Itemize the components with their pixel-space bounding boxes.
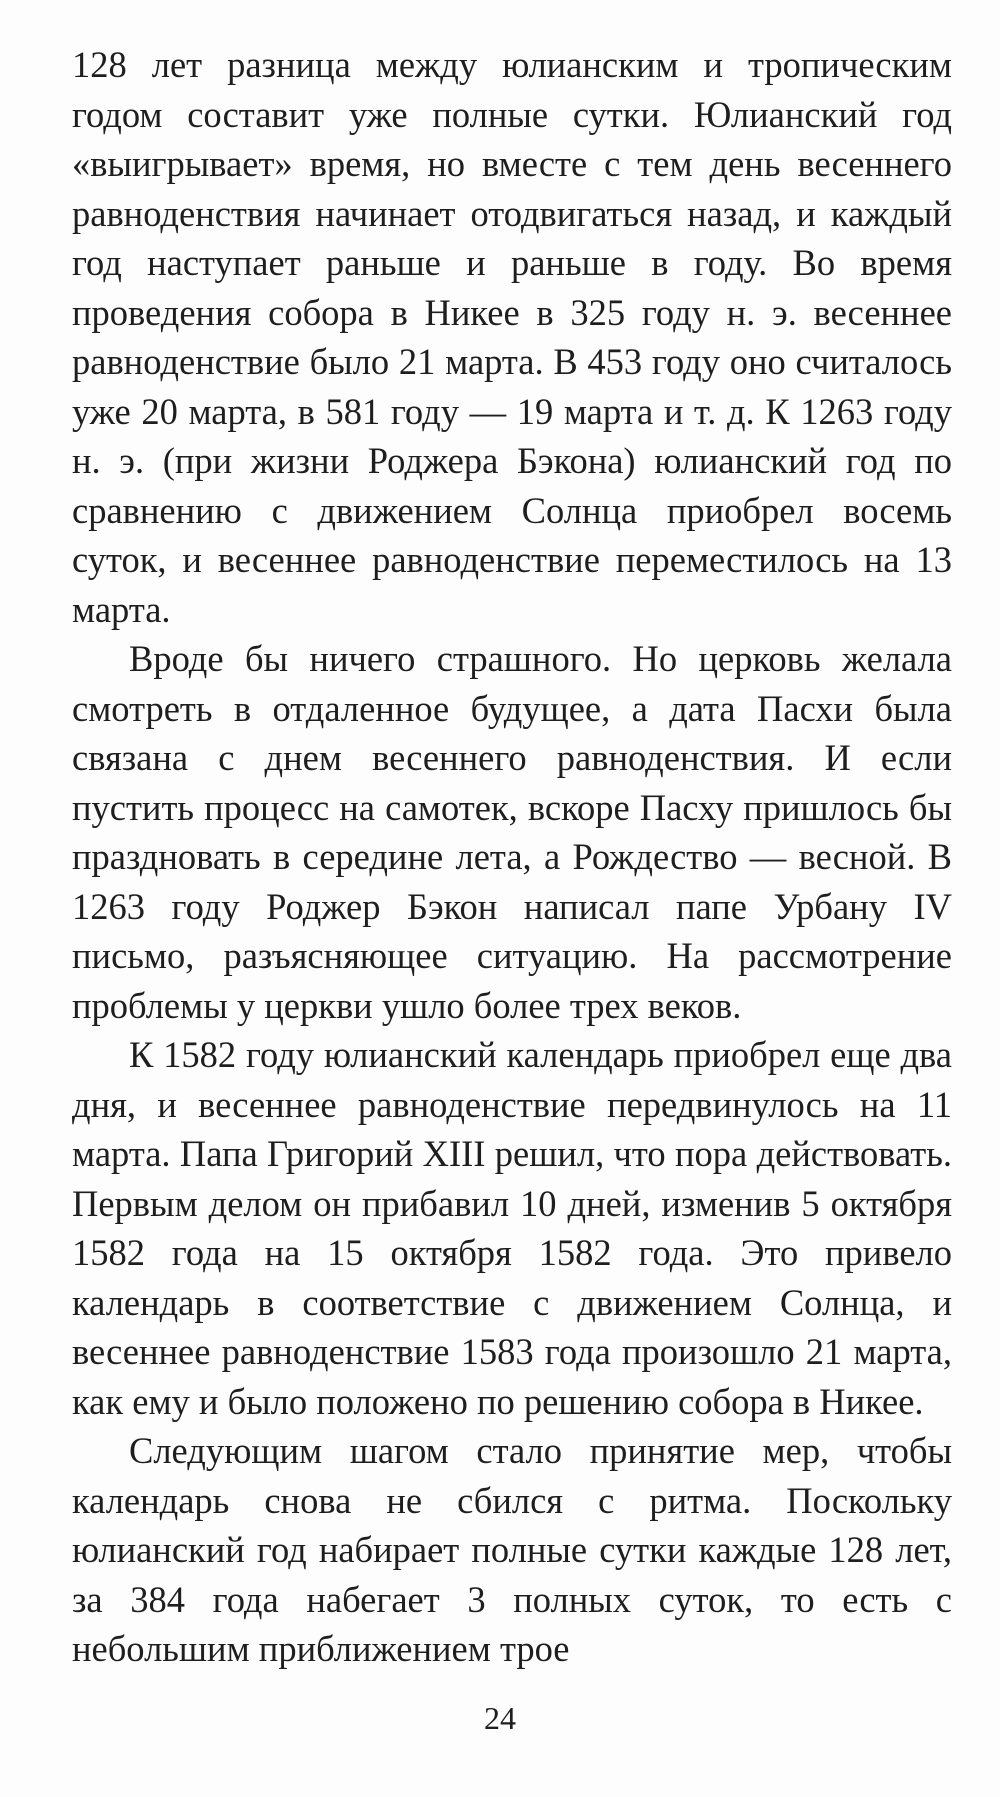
paragraph-4: Следующим шагом стало принятие мер, чтобы календарь снова не сбился с ритма. Поскольку юлианский год набирает полные сутки каждые 128 лет, за 384 года набегает 3 полных суток, то есть с небольшим приближением трое xyxy=(72,1430,952,1669)
paragraph-3: К 1582 году юлианский календарь приобрел еще два дня, и весеннее равноденствие передвинулось на 11 марта. Папа Григорий XIII решил, что пора действовать. Первым делом он прибавил 10 дней, изменив 5 октября 1582 года на 15 октября 1582 года. Это привело календарь в соответствие с движением Солнца, и весеннее равноденствие 1583 года произошло 21 марта, как ему и было положено по решению собора в Никее. xyxy=(72,1034,952,1422)
page-number: 24 xyxy=(484,1700,516,1736)
paragraph-1: 128 лет разница между юлианским и тропическим годом составит уже полные сутки. Юлианский год «выигрывает» время, но вместе с тем день весеннего равноденствия начинает отодвигаться назад, и каждый год наступает раньше и раньше в году. Во время проведения собора в Никее в 325 году н. э. весеннее равноденствие было 21 марта. В 453 году оно считалось уже 20 марта, в 581 году — 19 марта и т. д. К 1263 году н. э. (при жизни Роджера Бэкона) юлианский год по сравнению с движением Солнца приобрел восемь суток, и весеннее равноденствие переместилось на 13 марта. xyxy=(72,44,952,630)
body-text xyxy=(72,40,952,1674)
paragraph-2: Вроде бы ничего страшного. Но церковь желала смотреть в отдаленное будущее, а дата Пасхи была связана с днем весеннего равноденствия. И если пустить процесс на самотек, вскоре Пасху пришлось бы праздновать в середине лета, а Рождество — весной. В 1263 году Роджер Бэкон написал папе Урбану IV письмо, разъясняющее ситуацию. На рассмотрение проблемы у церкви ушло более трех веков. xyxy=(72,638,952,1026)
